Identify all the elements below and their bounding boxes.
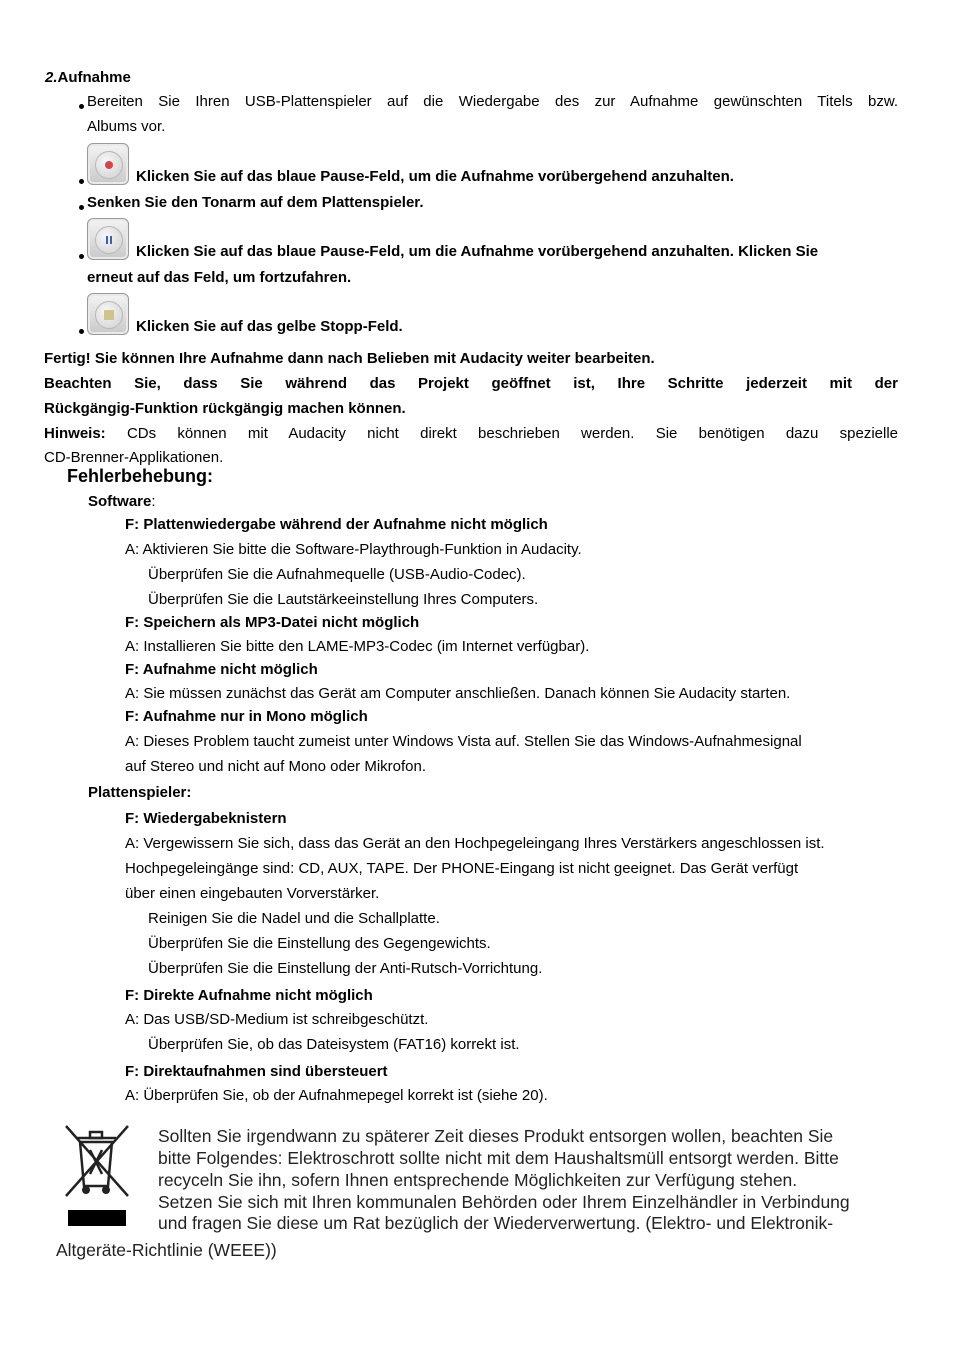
sw-answer-1-3: Überprüfen Sie die Lautstärkeeinstellung Ihres Computers. (148, 591, 539, 608)
player-heading: Plattenspieler: (88, 784, 192, 801)
note-beachten-line2: Rückgängig-Funktion rückgängig machen können. (44, 400, 406, 417)
record-button-icon (87, 143, 129, 185)
pl-answer-2-2: Überprüfen Sie, ob das Dateisystem (FAT16) korrekt ist. (148, 1036, 520, 1053)
pl-answer-1-4: Reinigen Sie die Nadel und die Schallplatte. (148, 910, 440, 927)
bullet-dot (79, 254, 84, 259)
pl-answer-1-5: Überprüfen Sie die Einstellung des Gegengewichts. (148, 935, 491, 952)
bullet-1-line2: Albums vor. (87, 118, 166, 135)
section-title: Aufnahme (57, 69, 131, 86)
bullet-3-text: Senken Sie den Tonarm auf dem Plattenspieler. (87, 194, 424, 211)
pl-question-3: F: Direktaufnahmen sind übersteuert (125, 1063, 388, 1080)
note-hinweis-line1 (44, 425, 898, 442)
sw-answer-1-2: Überprüfen Sie die Aufnahmequelle (USB-Audio-Codec). (148, 566, 526, 583)
bullet-5-text: Klicken Sie auf das gelbe Stopp-Feld. (136, 318, 403, 335)
pause-button-icon (87, 218, 129, 260)
software-heading: Software: (88, 493, 156, 510)
crossed-out-wheelie-bin-icon (62, 1124, 130, 1228)
note-beachten-line1: Beachten Sie, dass Sie während das Projekt geöffnet ist, Ihre Schritte jederzeit mit der (44, 375, 898, 392)
weee-line-1: Sollten Sie irgendwann zu späterer Zeit dieses Produkt entsorgen wollen, beachten Sie (158, 1126, 834, 1146)
weee-line-4: Setzen Sie sich mit Ihren kommunalen Behörden oder Ihrem Einzelhändler in Verbindung (158, 1192, 850, 1212)
bullet-4-line1: Klicken Sie auf das blaue Pause-Feld, um die Aufnahme vorübergehend anzuhalten. Klicken Sie (136, 243, 819, 260)
pl-answer-1-1: A: Vergewissern Sie sich, dass das Gerät an den Hochpegeleingang Ihres Verstärkers angeschlossen ist. (125, 835, 825, 852)
section-heading (45, 69, 131, 86)
sw-answer-4-1: A: Dieses Problem taucht zumeist unter Windows Vista auf. Stellen Sie das Windows-Aufnahmesignal (125, 733, 802, 750)
pl-question-2: F: Direkte Aufnahme nicht möglich (125, 987, 373, 1004)
weee-line-5: und fragen Sie diese um Rat bezüglich der Wiederverwertung. (Elektro- und Elektronik- (158, 1213, 834, 1233)
sw-question-3: F: Aufnahme nicht möglich (125, 661, 318, 678)
bullet-2-text: Klicken Sie auf das blaue Pause-Feld, um die Aufnahme vorübergehend anzuhalten. (136, 168, 734, 185)
hinweis-label: Hinweis: (44, 425, 106, 442)
software-label: Software (88, 493, 152, 510)
weee-line-3: recyceln Sie ihn, sofern Ihnen entsprechende Möglichkeiten zur Verfügung stehen. (158, 1170, 798, 1190)
troubleshooting-title: Fehlerbehebung: (67, 466, 214, 486)
sw-question-1: F: Plattenwiedergabe während der Aufnahme nicht möglich (125, 516, 548, 533)
note-fertig: Fertig! Sie können Ihre Aufnahme dann nach Belieben mit Audacity weiter bearbeiten. (44, 350, 655, 367)
stop-button-icon (87, 293, 129, 335)
pl-answer-2-1: A: Das USB/SD-Medium ist schreibgeschützt. (125, 1011, 429, 1028)
sw-answer-2: A: Installieren Sie bitte den LAME-MP3-Codec (im Internet verfügbar). (125, 638, 590, 655)
bullet-dot (79, 104, 84, 109)
section-number: 2. (45, 69, 58, 86)
hinweis-text: CDs können mit Audacity nicht direkt beschrieben werden. Sie benötigen dazu spezielle (126, 425, 898, 442)
pl-question-1: F: Wiedergabeknistern (125, 810, 287, 827)
bullet-dot (79, 205, 84, 210)
sw-answer-3: A: Sie müssen zunächst das Gerät am Computer anschließen. Danach können Sie Audacity starten. (125, 685, 791, 702)
pl-answer-1-2: Hochpegeleingänge sind: CD, AUX, TAPE. Der PHONE-Eingang ist nicht geeignet. Das Gerät verfügt (125, 860, 799, 877)
weee-line-2: bitte Folgendes: Elektroschrott sollte nicht mit dem Haushaltsmüll entsorgt werden. Bitte (158, 1148, 839, 1168)
pl-answer-1-3: über einen eingebauten Vorverstärker. (125, 885, 380, 902)
pl-answer-1-6: Überprüfen Sie die Einstellung der Anti-Rutsch-Vorrichtung. (148, 960, 543, 977)
pl-answer-3: A: Überprüfen Sie, ob der Aufnahmepegel korrekt ist (siehe 20). (125, 1087, 548, 1104)
sw-question-2: F: Speichern als MP3-Datei nicht möglich (125, 614, 420, 631)
weee-line-6: Altgeräte-Richtlinie (WEEE)) (56, 1240, 277, 1260)
bullet-1-line1: Bereiten Sie Ihren USB-Plattenspieler auf die Wiedergabe des zur Aufnahme gewünschten Titels bzw. (87, 93, 898, 110)
note-hinweis-line2: CD-Brenner-Applikationen. (44, 449, 224, 466)
sw-answer-4-2: auf Stereo und nicht auf Mono oder Mikrofon. (125, 758, 427, 775)
bullet-dot (79, 329, 84, 334)
sw-answer-1-1: A: Aktivieren Sie bitte die Software-Playthrough-Funktion in Audacity. (125, 541, 582, 558)
bullet-dot (79, 179, 84, 184)
bullet-4-line2: erneut auf das Feld, um fortzufahren. (87, 269, 352, 286)
sw-question-4: F: Aufnahme nur in Mono möglich (125, 708, 368, 725)
